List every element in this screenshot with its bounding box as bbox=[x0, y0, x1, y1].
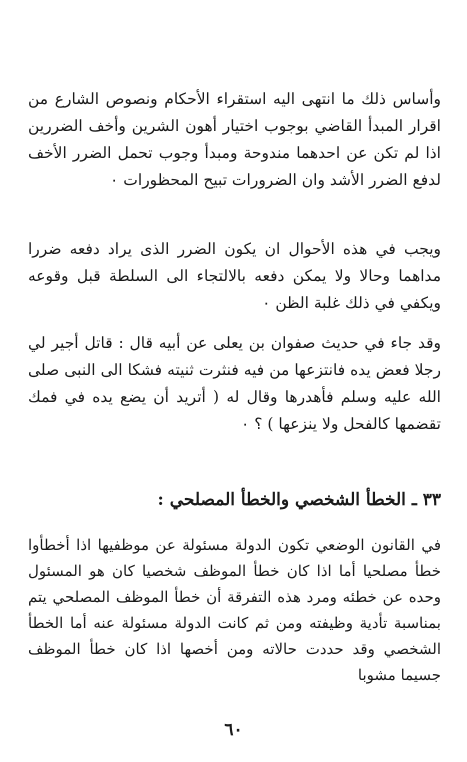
paragraph-3: وقد جاء في حديث صفوان بن يعلى عن أبيه قال : قاتل أجير لي رجلا فعض يده فانتزعها من فيه فنثرت ثنيته فشكا الى النبى صلى الله عليه وسلم فأهدرها وقال له ( أتريد أن يضع يده في فمك تقضمها كالفحل ولا ينزعها ) ؟ ٠ bbox=[28, 334, 441, 433]
section-heading: ٣٣ ـ الخطأ الشخصي والخطأ المصلحي : bbox=[157, 490, 441, 510]
paragraph-1: وأساس ذلك ما انتهى اليه استقراء الأحكام ونصوص الشارع من اقرار المبدأ القاضي بوجوب اختيار أهون الشرين وأخف الضررين اذا لم تكن عن احدهما مندوحة ومبدأ وجوب تحمل الضرر الأخف لدفع الضرر الأشد وان الضرورات تبيح المحظورات ٠ bbox=[28, 90, 441, 189]
section-paragraph: في القانون الوضعي تكون الدولة مسئولة عن موظفيها اذا أخطأوا خطأ مصلحيا أما اذا كان خطأ الموظف شخصيا كان هو المسئول وحده عن خطئه ومرد هذه التفرقة أن خطأ الموظف المصلحي يتم بمناسبة تأدية وظيفته ومن ثم كانت الدولة مسئولة عنه أما الخطأ الشخصي وقد حددت حالاته ومن أخصها اذا كان خطأ الموظف جسيما مشوبا bbox=[28, 536, 441, 684]
page-number: ٦٠ bbox=[224, 720, 243, 740]
paragraph-2: ويجب في هذه الأحوال ان يكون الضرر الذى يراد دفعه ضررا مداهما وحالا ولا يمكن دفعه بالالتجاء الى السلطة قبل وقوعه ويكفي في ذلك غلبة الظن ٠ bbox=[28, 240, 442, 312]
